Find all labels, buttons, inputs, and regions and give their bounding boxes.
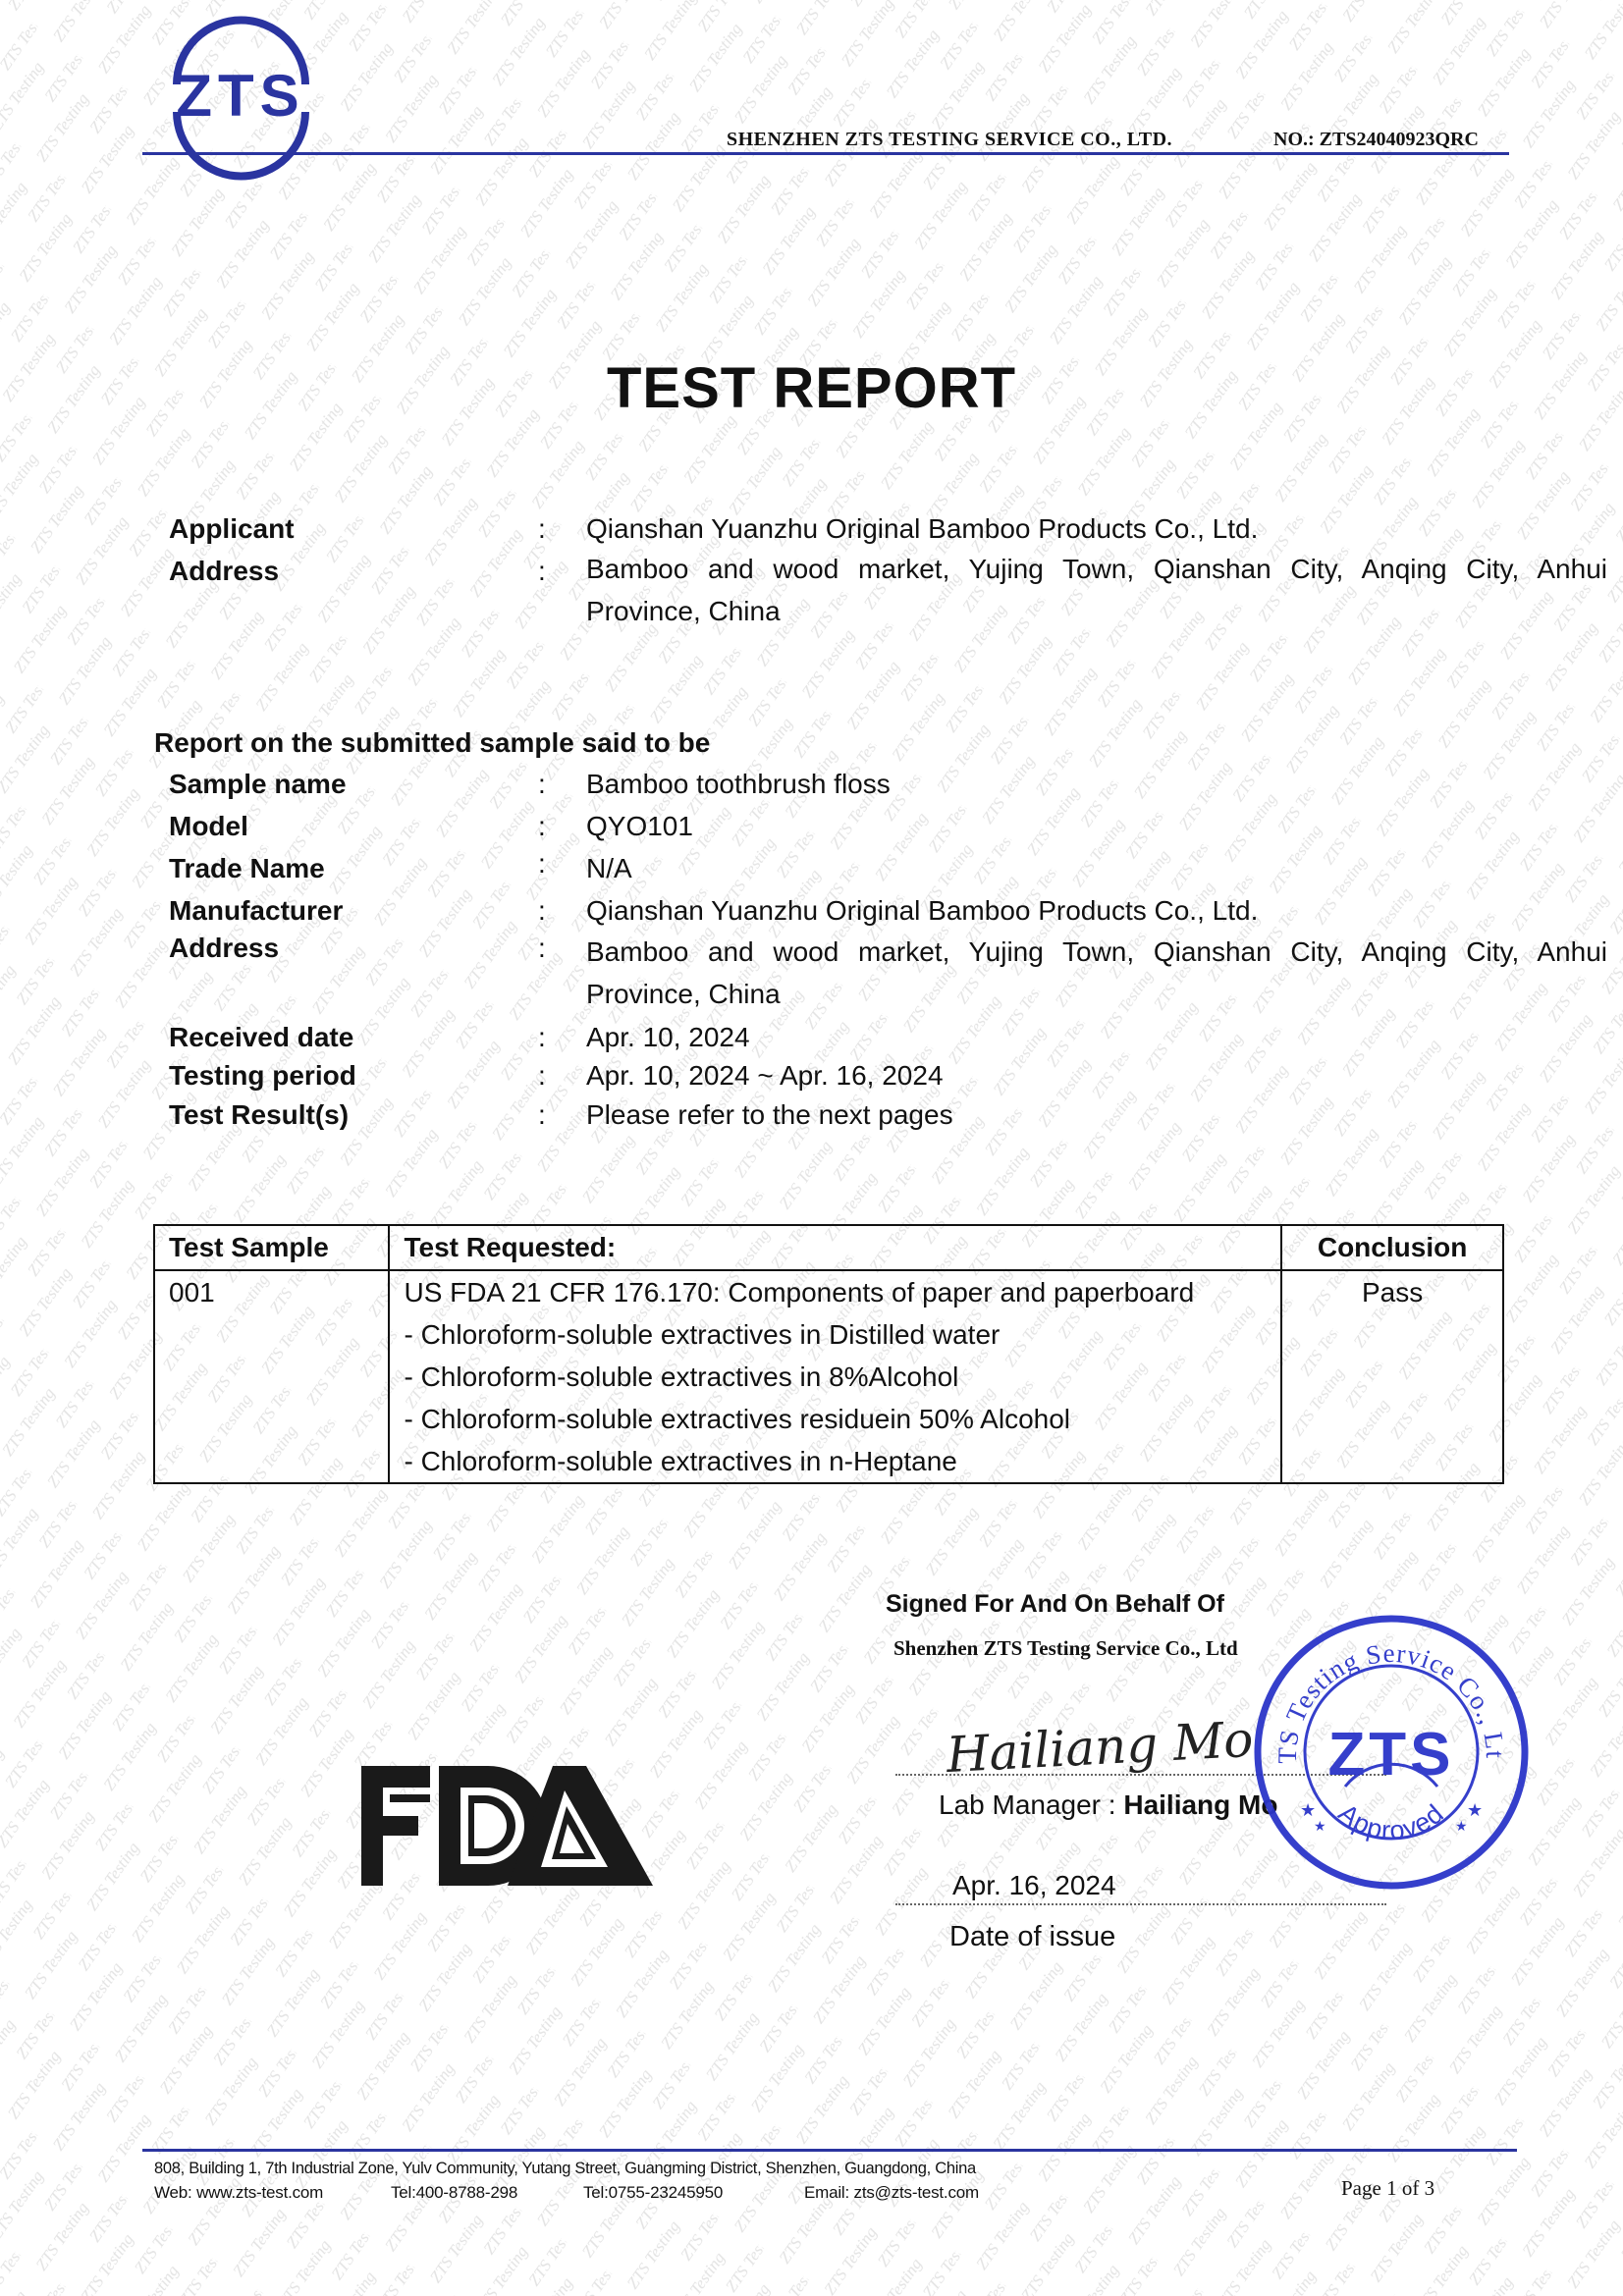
colon: : <box>538 1060 546 1091</box>
manufacturer-address-label: Address <box>169 933 280 963</box>
test-results-value: Please refer to the next pages <box>586 1099 953 1130</box>
table-cell-conclusion: Pass <box>1281 1270 1503 1483</box>
colon: : <box>538 556 546 586</box>
testing-period-value: Apr. 10, 2024 ~ Apr. 16, 2024 <box>586 1060 944 1091</box>
applicant-address-label: Address <box>169 556 280 586</box>
sample-name-label: Sample name <box>169 769 347 799</box>
svg-text:Hailiang Mo: Hailiang Mo <box>945 1710 1255 1785</box>
report-number: NO.: ZTS24040923QRC <box>1273 129 1479 150</box>
header-divider <box>142 152 1509 155</box>
applicant-address-value: Bamboo and wood market, Yujing Town, Qianshan City, Anqing City, Anhui Province, China <box>586 554 1607 626</box>
date-of-issue-label: Date of issue <box>949 1921 1116 1952</box>
colon: : <box>538 769 546 799</box>
requested-item: US FDA 21 CFR 176.170: Components of paper and paperboard <box>404 1277 1195 1308</box>
colon: : <box>538 895 546 926</box>
handwritten-signature <box>943 1708 1255 1801</box>
testing-period-label: Testing period <box>169 1060 356 1091</box>
requested-item: - Chloroform-soluble extractives in 8%Alcohol <box>404 1362 959 1392</box>
received-date-value: Apr. 10, 2024 <box>586 1022 750 1052</box>
colon: : <box>538 848 546 879</box>
svg-text:ZTS Testing Service Co., Ltd.: TS Testing Service Co., Lt <box>1271 1637 1511 1765</box>
signed-company: Shenzhen ZTS Testing Service Co., Ltd <box>893 1636 1238 1660</box>
trade-name-value: N/A <box>586 853 632 883</box>
svg-text:Approved: Approved <box>1332 1797 1450 1846</box>
results-table <box>153 1224 1504 1484</box>
fda-logo <box>360 1765 655 1893</box>
colon: : <box>538 1022 546 1052</box>
sample-name-value: Bamboo toothbrush floss <box>586 769 891 799</box>
table-cell-sample: 001 <box>154 1270 389 1483</box>
manufacturer-value: Qianshan Yuanzhu Original Bamboo Products Co., Ltd. <box>586 895 1259 926</box>
colon: : <box>538 933 546 963</box>
table-header-conclusion: Conclusion <box>1281 1225 1503 1270</box>
approval-seal <box>1249 1610 1534 1899</box>
model-label: Model <box>169 811 248 841</box>
footer-divider <box>142 2149 1517 2152</box>
applicant-value: Qianshan Yuanzhu Original Bamboo Products Co., Ltd. <box>586 513 1259 544</box>
date-line <box>895 1903 1386 1905</box>
header-company: SHENZHEN ZTS TESTING SERVICE CO., LTD. <box>727 129 1173 150</box>
applicant-label: Applicant <box>169 513 295 544</box>
footer-tel-2: Tel:0755-23245950 <box>583 2183 724 2202</box>
footer-web[interactable]: Web: www.zts-test.com <box>154 2183 324 2202</box>
page-title: TEST REPORT <box>606 356 1017 420</box>
signed-for-heading: Signed For And On Behalf Of <box>886 1590 1224 1618</box>
colon: : <box>538 1099 546 1130</box>
lab-manager-label: Lab Manager : <box>939 1789 1124 1820</box>
requested-item: - Chloroform-soluble extractives residuein 50% Alcohol <box>404 1404 1071 1434</box>
test-results-label: Test Result(s) <box>169 1099 350 1130</box>
footer-email[interactable]: Email: zts@zts-test.com <box>804 2183 979 2202</box>
lab-manager-name: Hailiang Mo <box>1123 1789 1278 1820</box>
footer-address: 808, Building 1, 7th Industrial Zone, Yulv Community, Yutang Street, Guangming District, Shenzhen, Guangdong, China <box>154 2160 976 2177</box>
requested-item: - Chloroform-soluble extractives in Distilled water <box>404 1319 1001 1350</box>
svg-text:★: ★ <box>1314 1818 1326 1834</box>
svg-text:★: ★ <box>1455 1818 1468 1834</box>
table-header-sample: Test Sample <box>154 1225 389 1270</box>
table-header-row <box>154 1225 1503 1270</box>
lab-manager <box>939 1789 1277 1821</box>
manufacturer-address-value: Bamboo and wood market, Yujing Town, Qianshan City, Anqing City, Anhui Province, China <box>586 936 1607 1009</box>
trade-name-label: Trade Name <box>169 853 325 883</box>
page-number: Page 1 of 3 <box>1341 2176 1435 2200</box>
sample-section-heading: Report on the submitted sample said to be <box>154 727 711 758</box>
svg-text:★: ★ <box>1300 1800 1317 1820</box>
table-cell-requested <box>389 1270 1281 1483</box>
logo-text: ZTS <box>176 63 305 129</box>
table-header-requested: Test Requested: <box>389 1225 1281 1270</box>
issue-date: Apr. 16, 2024 <box>952 1870 1116 1900</box>
received-date-label: Received date <box>169 1022 354 1052</box>
model-value: QYO101 <box>586 811 693 841</box>
manufacturer-label: Manufacturer <box>169 895 344 926</box>
colon: : <box>538 811 546 841</box>
footer-tel-1: Tel:400-8788-298 <box>391 2183 518 2202</box>
svg-text:ZTS: ZTS <box>1327 1721 1455 1789</box>
requested-item: - Chloroform-soluble extractives in n-Heptane <box>404 1446 957 1476</box>
zts-logo <box>155 37 327 155</box>
table-row <box>154 1270 1503 1483</box>
colon: : <box>538 513 546 544</box>
svg-text:★: ★ <box>1467 1800 1484 1820</box>
